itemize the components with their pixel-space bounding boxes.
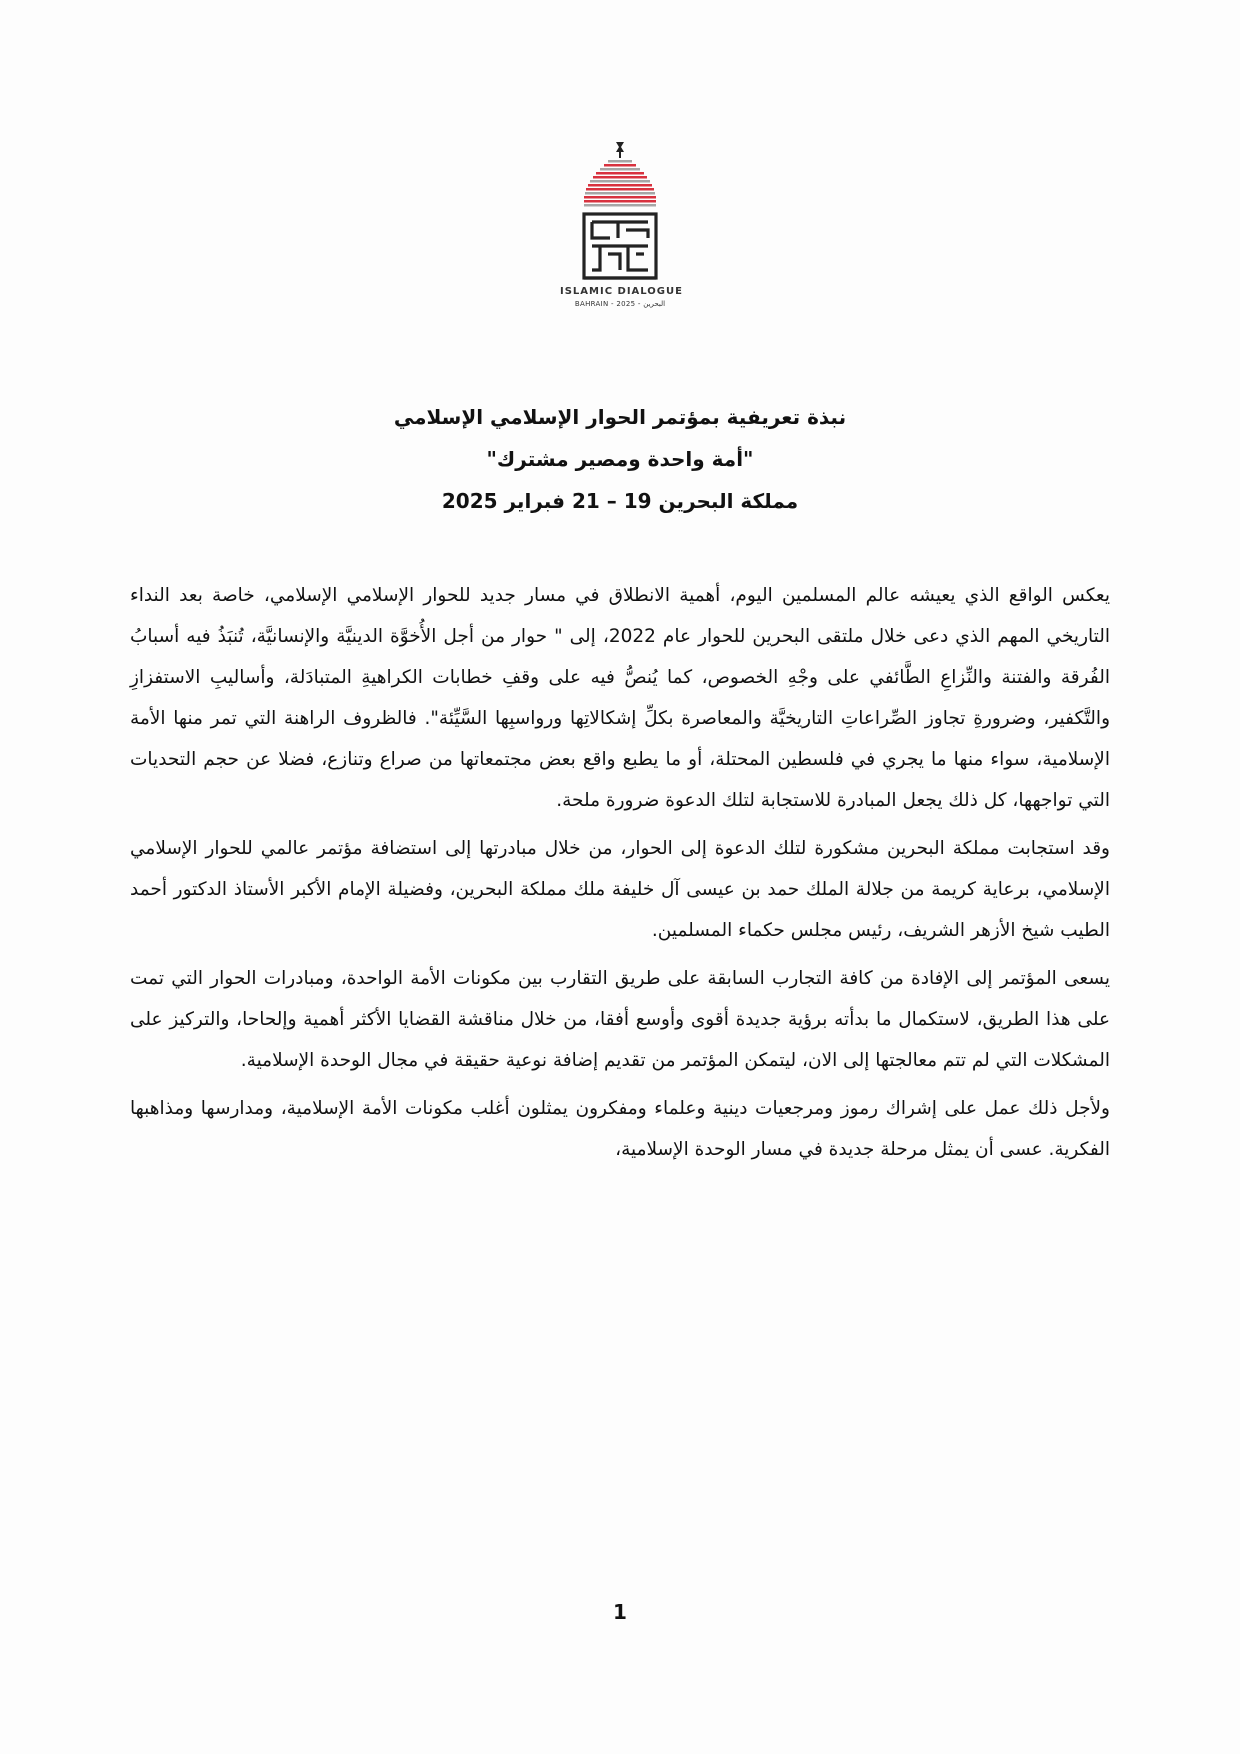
body-paragraph-4: ولأجل ذلك عمل على إشراك رموز ومرجعيات دينية وعلماء ومفكرون يمثلون أغلب مكونات الأمة الإسلامية، ومدارسها ومذاهبها الفكرية. عسى أن يمثل مرحلة جديدة في مسار الوحدة الإسلامية، (130, 1098, 1110, 1160)
body-paragraph-2: وقد استجابت مملكة البحرين مشكورة لتلك الدعوة إلى الحوار، من خلال مبادرتها إلى استضافة مؤتمر عالمي للحوار الإسلامي الإسلامي، برعاية كريمة من جلالة الملك حمد بن عيسى آل خليفة ملك مملكة البحرين، وفضيلة الإمام الأكبر الأستاذ الدكتور أحمد الطيب شيخ الأزهر الشريف، رئيس مجلس حكماء المسلمين. (130, 838, 1110, 941)
document-body (130, 575, 1110, 1177)
islamic-dialogue-logo (560, 140, 683, 320)
logo-emblem-icon (560, 140, 680, 285)
heading-slogan: "أمة واحدة ومصير مشترك" (486, 447, 754, 471)
document-heading (200, 396, 1040, 522)
heading-date-location: مملكة البحرين 19 – 21 فبراير 2025 (441, 489, 799, 513)
logo-subtitle: BAHRAIN - 2025 - البحرين (574, 300, 666, 308)
body-paragraph-3: يسعى المؤتمر إلى الإفادة من كافة التجارب السابقة على طريق التقارب بين مكونات الأمة الواحدة، ومبادرات الحوار التي تمت على هذا الطريق، لاستكمال ما بدأته برؤية جديدة أقوى وأوسع أفقا، من خلال مناقشة القضايا الأكثر أهمية وإلحاحا، والتركيز على المشكلات التي لم تتم معالجتها إلى الان، ليتمكن المؤتمر من تقديم إضافة نوعية حقيقة في مجال الوحدة الإسلامية. (130, 968, 1110, 1071)
logo-name-en: ISLAMIC DIALOGUE (560, 286, 683, 297)
heading-title: نبذة تعريفية بمؤتمر الحوار الإسلامي الإسلامي (393, 405, 847, 429)
page-number: 1 (613, 1600, 627, 1624)
body-paragraph-1: يعكس الواقع الذي يعيشه عالم المسلمين اليوم، أهمية الانطلاق في مسار جديد للحوار الإسلامي الإسلامي، خاصة بعد النداء التاريخي المهم الذي دعى خلال ملتقى البحرين للحوار عام 2022، إلى " حوار من أجل الأُخوَّة الدينيَّة والإنسانيَّة، تُنبَذُ فيه أسبابُ الفُرقة والفتنة والنِّزاعِ الطَّائفي على وجْهِ الخصوص، كما يُنصُّ فيه على وقفِ خطابات الكراهيةِ المتبادَلة، وأساليبِ الاستفزازِ والتَّكفير، وضرورةِ تجاوز الصِّراعاتِ التاريخيَّة والمعاصرة بكلِّ إشكالاتِها ورواسبِها السَّيِّئة". فالظروف الراهنة التي تمر منها الأمة الإسلامية، سواء منها ما يجري في فلسطين المحتلة، أو ما يطبع واقع بعض مجتمعاتها من صراع وتنازع، فضلا عن حجم التحديات التي تواجهها، كل ذلك يجعل المبادرة للاستجابة لتلك الدعوة ضرورة ملحة. (130, 585, 1110, 811)
